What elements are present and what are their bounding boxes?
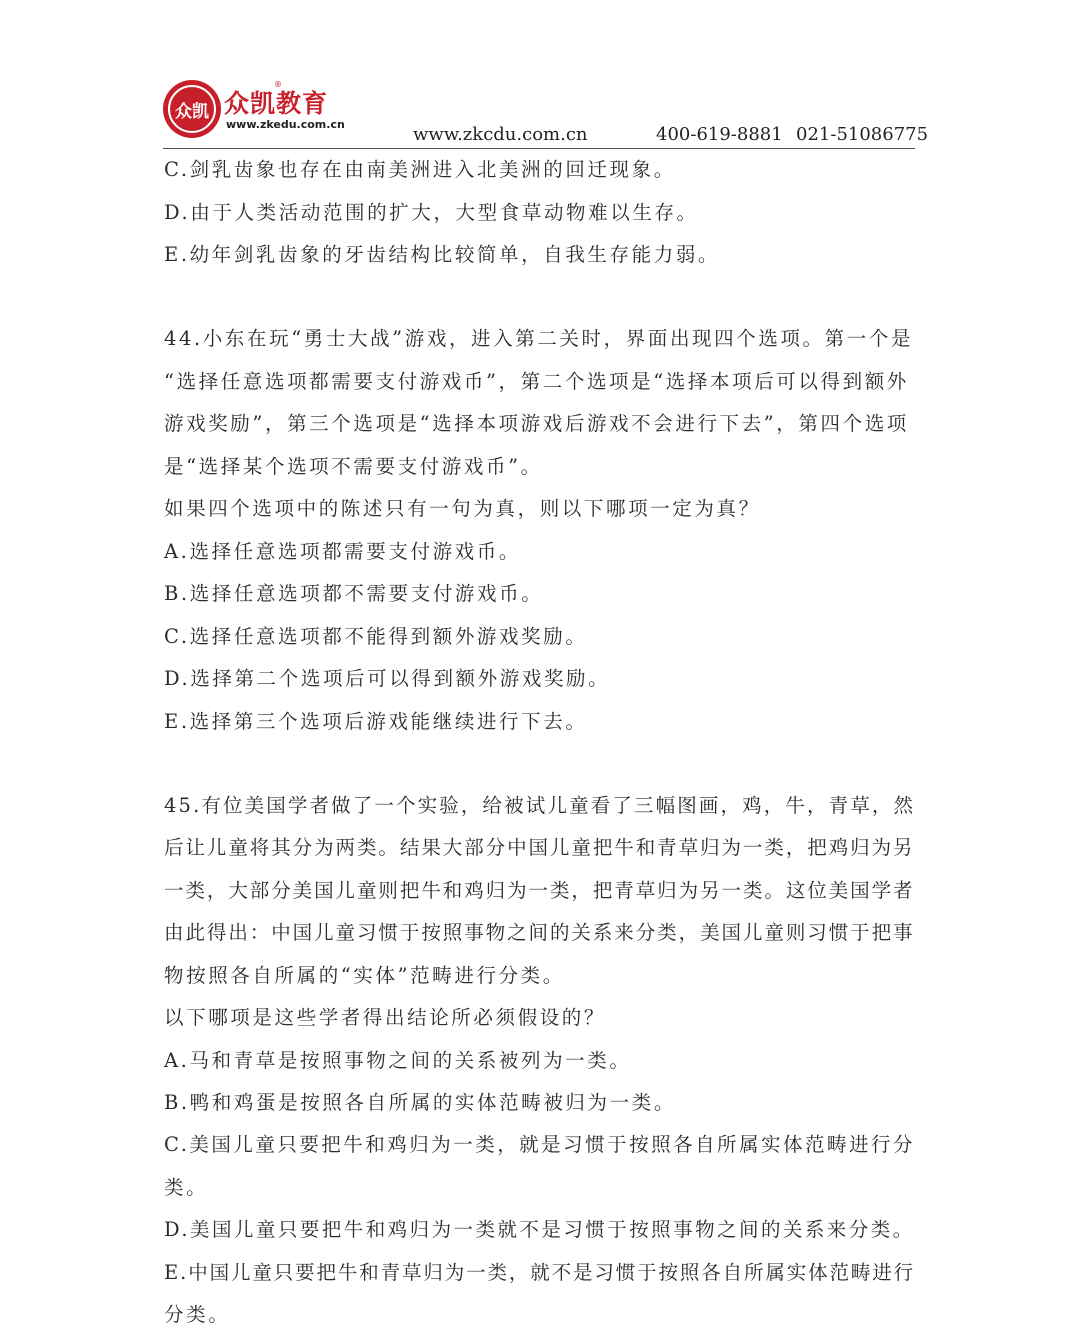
- question-45-text: 由此得出：中国儿童习惯于按照事物之间的关系来分类，美国儿童则习惯于把事: [164, 921, 915, 944]
- header-site-url: www.zkcdu.com.cn: [413, 124, 588, 145]
- question-45-text: 一类，大部分美国儿童则把牛和鸡归为一类，把青草归为另一类。这位美国学者: [164, 879, 915, 902]
- page-header: [0, 0, 1080, 150]
- text-line: D.由于人类活动范围的扩大，大型食草动物难以生存。: [164, 201, 699, 224]
- header-divider: [163, 148, 915, 149]
- brand-name: 众凯教育: [224, 89, 329, 118]
- logo-glyph: 众凯: [175, 102, 209, 122]
- question-44-text: 44.小东在玩“勇士大战”游戏，进入第二关时，界面出现四个选项。第一个是: [164, 327, 914, 350]
- question-45-text: 45.有位美国学者做了一个实验，给被试儿童看了三幅图画，鸡，牛，青草，然: [164, 794, 916, 817]
- question-44-text: 是“选择某个选项不需要支付游戏币”。: [164, 455, 543, 478]
- zhongkai-logo-icon: [163, 80, 221, 138]
- question-45-prompt: 以下哪项是这些学者得出结论所必须假设的？: [164, 1006, 607, 1029]
- question-44-text: 游戏奖励”，第三个选项是“选择本项游戏后游戏不会进行下去”，第四个选项: [164, 412, 909, 435]
- question-45-text: 物按照各自所属的“实体”范畴进行分类。: [164, 964, 565, 987]
- option-e: E.中国儿童只要把牛和青草归为一类，就不是习惯于按照各自所属实体范畴进行: [164, 1261, 916, 1284]
- option-c: C.美国儿童只要把牛和鸡归为一类，就是习惯于按照各自所属实体范畴进行分: [164, 1133, 915, 1156]
- option-c: C.选择任意选项都不能得到额外游戏奖励。: [164, 625, 588, 648]
- option-a: A.选择任意选项都需要支付游戏币。: [164, 540, 521, 563]
- option-a: A.马和青草是按照事物之间的关系被列为一类。: [164, 1049, 632, 1072]
- option-c-continued: 类。: [164, 1176, 209, 1199]
- brand-registered-mark: ®: [274, 80, 282, 89]
- option-b: B.鸭和鸡蛋是按照各自所属的实体范畴被归为一类。: [164, 1091, 676, 1114]
- header-phone-1: 400-619-8881: [656, 124, 783, 145]
- option-e: E.选择第三个选项后游戏能继续进行下去。: [164, 710, 588, 733]
- text-line: E.幼年剑乳齿象的牙齿结构比较简单，自我生存能力弱。: [164, 243, 721, 266]
- question-44-prompt: 如果四个选项中的陈述只有一句为真，则以下哪项一定为真？: [164, 497, 761, 520]
- header-phone-2: 021-51086775: [796, 124, 929, 145]
- brand-url: www.zkedu.com.cn: [226, 118, 345, 131]
- option-d: D.选择第二个选项后可以得到额外游戏奖励。: [164, 667, 611, 690]
- question-45-text: 后让儿童将其分为两类。结果大部分中国儿童把牛和青草归为一类，把鸡归为另: [164, 836, 915, 859]
- text-line: C.剑乳齿象也存在由南美洲进入北美洲的回迁现象。: [164, 158, 676, 181]
- question-44-text: “选择任意选项都需要支付游戏币”，第二个选项是“选择本项后可以得到额外: [164, 370, 909, 393]
- option-e-continued: 分类。: [164, 1303, 231, 1326]
- option-b: B.选择任意选项都不需要支付游戏币。: [164, 582, 544, 605]
- option-d: D.美国儿童只要把牛和鸡归为一类就不是习惯于按照事物之间的关系来分类。: [164, 1218, 915, 1241]
